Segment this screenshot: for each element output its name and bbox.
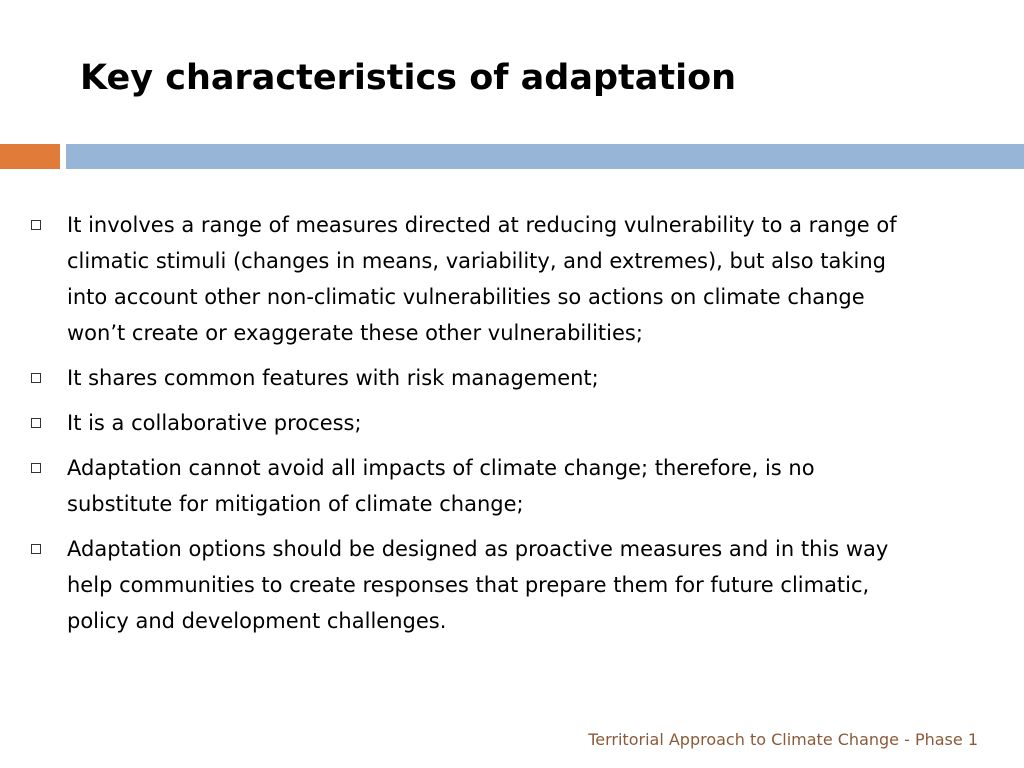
hollow-square-icon [31,418,41,428]
bullet-text: Adaptation options should be designed as proactive measures and in this way help communities to create responses that prepare them for future climatic, policy and development challenges. [67,537,889,633]
hollow-square-icon [31,544,41,554]
bullet-text: It involves a range of measures directed at reducing vulnerability to a range of climatic stimuli (changes in means, variability, and extremes), but also taking into account other non-climatic vulnerabilities so actions on climate change won’t create or exaggerate these other vulnerabilities; [67,213,897,345]
list-item [28,450,908,522]
accent-bar-blue [66,144,1024,169]
bullet-text: Adaptation cannot avoid all impacts of climate change; therefore, is no substitute for mitigation of climate change; [67,456,815,516]
bullet-text: It shares common features with risk management; [67,366,599,390]
hollow-square-icon [31,463,41,473]
list-item [28,531,908,639]
slide-footer: Territorial Approach to Climate Change - Phase 1 [588,730,978,749]
hollow-square-icon [31,220,41,230]
list-item [28,405,908,441]
list-item [28,207,908,351]
slide-title: Key characteristics of adaptation [80,58,737,98]
list-item [28,360,908,396]
bullet-list [28,207,908,648]
bullet-text: It is a collaborative process; [67,411,362,435]
accent-bar-orange [0,144,60,169]
hollow-square-icon [31,373,41,383]
